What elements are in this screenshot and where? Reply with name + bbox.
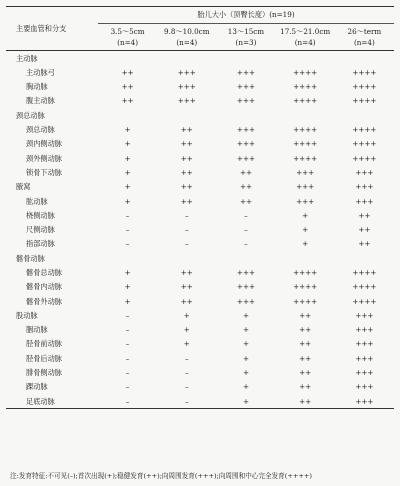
development-grade: ++++ (293, 268, 318, 277)
development-grade: – (98, 394, 157, 409)
table-row (6, 380, 394, 394)
vessel-name: 胭动脉 (26, 325, 48, 335)
vessel-name: 锁骨下动脉 (26, 167, 62, 177)
vessel-name: 胫骨后动脉 (26, 353, 62, 363)
table-row (6, 208, 394, 222)
development-grade (98, 51, 157, 66)
development-grade: +++ (236, 125, 255, 135)
development-grade: +++ (236, 82, 255, 92)
development-grade: + (216, 394, 275, 409)
column-n: (n=3) (235, 38, 257, 47)
development-grade: +++ (296, 196, 315, 206)
development-grade (335, 108, 394, 122)
column-header (276, 24, 335, 51)
table-row (6, 394, 394, 409)
development-grade: +++ (177, 96, 196, 106)
column-n: (n=4) (176, 38, 198, 47)
development-grade: ++ (299, 353, 312, 363)
column-range: 26～term (347, 27, 382, 36)
development-grade: ++ (180, 139, 193, 149)
development-grade: – (125, 368, 130, 378)
table-row (6, 108, 394, 122)
development-grade: + (124, 125, 131, 135)
table-row (6, 251, 394, 265)
table-row (6, 165, 394, 179)
development-grade: ++ (121, 82, 134, 92)
vessel-name: 髂骨外动脉 (26, 296, 62, 306)
development-grade: ++ (358, 239, 371, 249)
vessel-name: 肱动脉 (26, 196, 48, 206)
development-grade (98, 108, 157, 122)
development-grade: ++ (239, 196, 252, 206)
development-grade: +++ (236, 96, 255, 106)
table-row (6, 122, 394, 136)
development-grade (157, 108, 216, 122)
column-header (335, 24, 394, 51)
development-grade: ++ (276, 394, 335, 409)
development-grade: ++ (121, 67, 134, 77)
development-grade: + (302, 225, 309, 235)
development-grade: +++ (236, 139, 255, 149)
development-grade: – (125, 353, 130, 363)
development-grade (216, 251, 275, 265)
development-grade: – (184, 225, 189, 235)
development-grade: ++++ (352, 96, 377, 106)
development-grade: +++ (236, 153, 255, 163)
column-range: 3.5～5cm (110, 27, 145, 36)
development-grade (216, 51, 275, 66)
development-grade: + (242, 310, 249, 320)
vessel-name: 腋窝 (16, 182, 31, 192)
development-grade: +++ (335, 394, 394, 409)
vessel-name: 踝动脉 (26, 382, 48, 392)
development-grade: ++ (299, 310, 312, 320)
table-row (6, 237, 394, 251)
development-grade: + (124, 139, 131, 149)
development-grade: +++ (296, 182, 315, 192)
development-grade: +++ (355, 353, 374, 363)
column-header (157, 24, 216, 51)
development-grade: ++++ (352, 139, 377, 149)
table-row (6, 294, 394, 308)
development-grade: ++++ (352, 82, 377, 92)
development-grade: – (125, 239, 130, 249)
development-grade: + (124, 282, 131, 292)
vessel-name: 主动脉弓 (26, 67, 55, 77)
development-grade: ++++ (352, 282, 377, 292)
table-row (6, 337, 394, 351)
vessel-name: 颈总动脉 (26, 125, 55, 135)
development-grade: ++++ (352, 153, 377, 163)
development-grade: +++ (355, 382, 374, 392)
table-row (6, 137, 394, 151)
development-grade: +++ (355, 182, 374, 192)
table-row (6, 151, 394, 165)
vessel-name: 主动脉 (16, 53, 38, 63)
development-grade (276, 251, 335, 265)
development-grade (157, 51, 216, 66)
development-grade: ++++ (293, 82, 318, 92)
table-header (6, 7, 394, 51)
vessel-name: 足底动脉 (6, 394, 98, 409)
development-grade: + (183, 339, 190, 349)
table-body (6, 51, 394, 409)
development-grade: ++ (299, 368, 312, 378)
table-row (6, 51, 394, 66)
development-grade: – (184, 368, 189, 378)
development-grade: ++++ (293, 282, 318, 292)
column-range: 13～15cm (227, 27, 265, 36)
group-header: 胎儿大小（顶臀长度）(n=19) (98, 7, 394, 24)
vessel-development-table (6, 6, 394, 409)
column-n: (n=4) (294, 38, 316, 47)
development-grade: ++ (358, 210, 371, 220)
development-grade: ++ (180, 196, 193, 206)
development-grade: ++ (180, 125, 193, 135)
column-range: 17.5～21.0cm (280, 27, 331, 36)
development-grade: +++ (355, 167, 374, 177)
development-grade: – (184, 353, 189, 363)
row-header: 主要血管和分支 (6, 7, 98, 51)
development-grade: + (302, 210, 309, 220)
table-row (6, 94, 394, 108)
development-grade: + (183, 325, 190, 335)
development-grade: ++ (358, 225, 371, 235)
development-grade: – (125, 225, 130, 235)
development-grade: +++ (355, 310, 374, 320)
development-grade: + (242, 353, 249, 363)
development-grade: + (124, 182, 131, 192)
vessel-name: 胫骨前动脉 (26, 339, 62, 349)
vessel-name: 腹主动脉 (26, 96, 55, 106)
vessel-name: 桡侧动脉 (26, 210, 55, 220)
table-row (6, 180, 394, 194)
development-grade: +++ (236, 296, 255, 306)
development-grade (98, 251, 157, 265)
vessel-name: 指部动脉 (26, 239, 55, 249)
development-grade (276, 51, 335, 66)
development-grade: ++ (299, 382, 312, 392)
development-grade: ++ (180, 182, 193, 192)
development-grade: ++ (239, 182, 252, 192)
development-grade: ++++ (352, 67, 377, 77)
development-grade: ++ (239, 167, 252, 177)
development-grade: +++ (355, 339, 374, 349)
development-grade: ++ (121, 96, 134, 106)
development-grade: – (125, 210, 130, 220)
development-grade: – (244, 225, 248, 235)
development-grade (335, 51, 394, 66)
development-grade: ++ (180, 153, 193, 163)
development-grade: +++ (177, 82, 196, 92)
development-grade: +++ (236, 282, 255, 292)
development-grade: + (124, 167, 131, 177)
column-header (216, 24, 275, 51)
development-grade: – (244, 239, 248, 249)
table-row (6, 366, 394, 380)
development-grade: + (242, 339, 249, 349)
vessel-name: 尺侧动脉 (26, 225, 55, 235)
table-row (6, 194, 394, 208)
column-range: 9.8～10.0cm (164, 27, 210, 36)
vessel-name: 髂骨总动脉 (26, 268, 62, 277)
vessel-name: 股动脉 (16, 310, 38, 320)
development-grade: – (125, 339, 130, 349)
table-row (6, 280, 394, 294)
vessel-name: 髂骨动脉 (16, 253, 45, 263)
development-grade: ++++ (352, 125, 377, 135)
development-grade: ++ (299, 339, 312, 349)
table-row (6, 323, 394, 337)
table-row (6, 351, 394, 365)
development-grade: + (242, 368, 249, 378)
development-grade: – (184, 382, 189, 392)
development-grade: +++ (355, 196, 374, 206)
development-grade: ++++ (293, 139, 318, 149)
development-grade: ++++ (293, 67, 318, 77)
development-grade: ++ (180, 268, 193, 277)
development-grade: ++++ (293, 153, 318, 163)
development-grade: – (125, 310, 130, 320)
table-row (6, 65, 394, 79)
development-grade: – (184, 210, 189, 220)
development-grade: – (125, 325, 130, 335)
table-row (6, 80, 394, 94)
footnote: 注:发育特征:不可见(–);首次出现(+);稳健发育(++);向周围发育(+++);向周围和中心完全发育(++++) (10, 472, 313, 480)
column-n: (n=4) (117, 38, 139, 47)
development-grade: ++ (299, 325, 312, 335)
development-grade (335, 251, 394, 265)
vessel-name: 颈内侧动脉 (26, 139, 62, 149)
table-row (6, 223, 394, 237)
development-grade: + (183, 310, 190, 320)
development-grade (216, 108, 275, 122)
development-grade: – (184, 239, 189, 249)
development-grade: – (244, 210, 248, 220)
development-grade: ++++ (293, 125, 318, 135)
development-grade (276, 108, 335, 122)
development-grade: +++ (296, 167, 315, 177)
development-grade: + (124, 296, 131, 306)
development-grade: +++ (236, 67, 255, 77)
development-grade: ++++ (293, 296, 318, 306)
column-n: (n=4) (353, 38, 375, 47)
table-row (6, 265, 394, 279)
development-grade: ++++ (352, 268, 377, 277)
vessel-name: 颈外侧动脉 (26, 153, 62, 163)
vessel-name: 胸动脉 (26, 82, 48, 92)
development-grade: + (302, 239, 309, 249)
development-grade: ++++ (352, 296, 377, 306)
development-grade: – (157, 394, 216, 409)
vessel-name: 颈总动脉 (16, 110, 45, 120)
development-grade: +++ (236, 268, 255, 277)
development-grade (157, 251, 216, 265)
vessel-name: 髂骨内动脉 (26, 282, 62, 292)
development-grade: +++ (355, 368, 374, 378)
table-row (6, 308, 394, 322)
development-grade: + (242, 382, 249, 392)
development-grade: ++++ (293, 96, 318, 106)
development-grade: + (124, 153, 131, 163)
development-grade: ++ (180, 167, 193, 177)
column-header (98, 24, 157, 51)
development-grade: + (124, 196, 131, 206)
development-grade: ++ (180, 282, 193, 292)
development-grade: + (242, 325, 249, 335)
development-grade: – (125, 382, 130, 392)
development-grade: + (124, 268, 131, 277)
development-grade: +++ (177, 67, 196, 77)
vessel-name: 腓骨侧动脉 (26, 368, 62, 378)
development-grade: ++ (180, 296, 193, 306)
development-grade: +++ (355, 325, 374, 335)
